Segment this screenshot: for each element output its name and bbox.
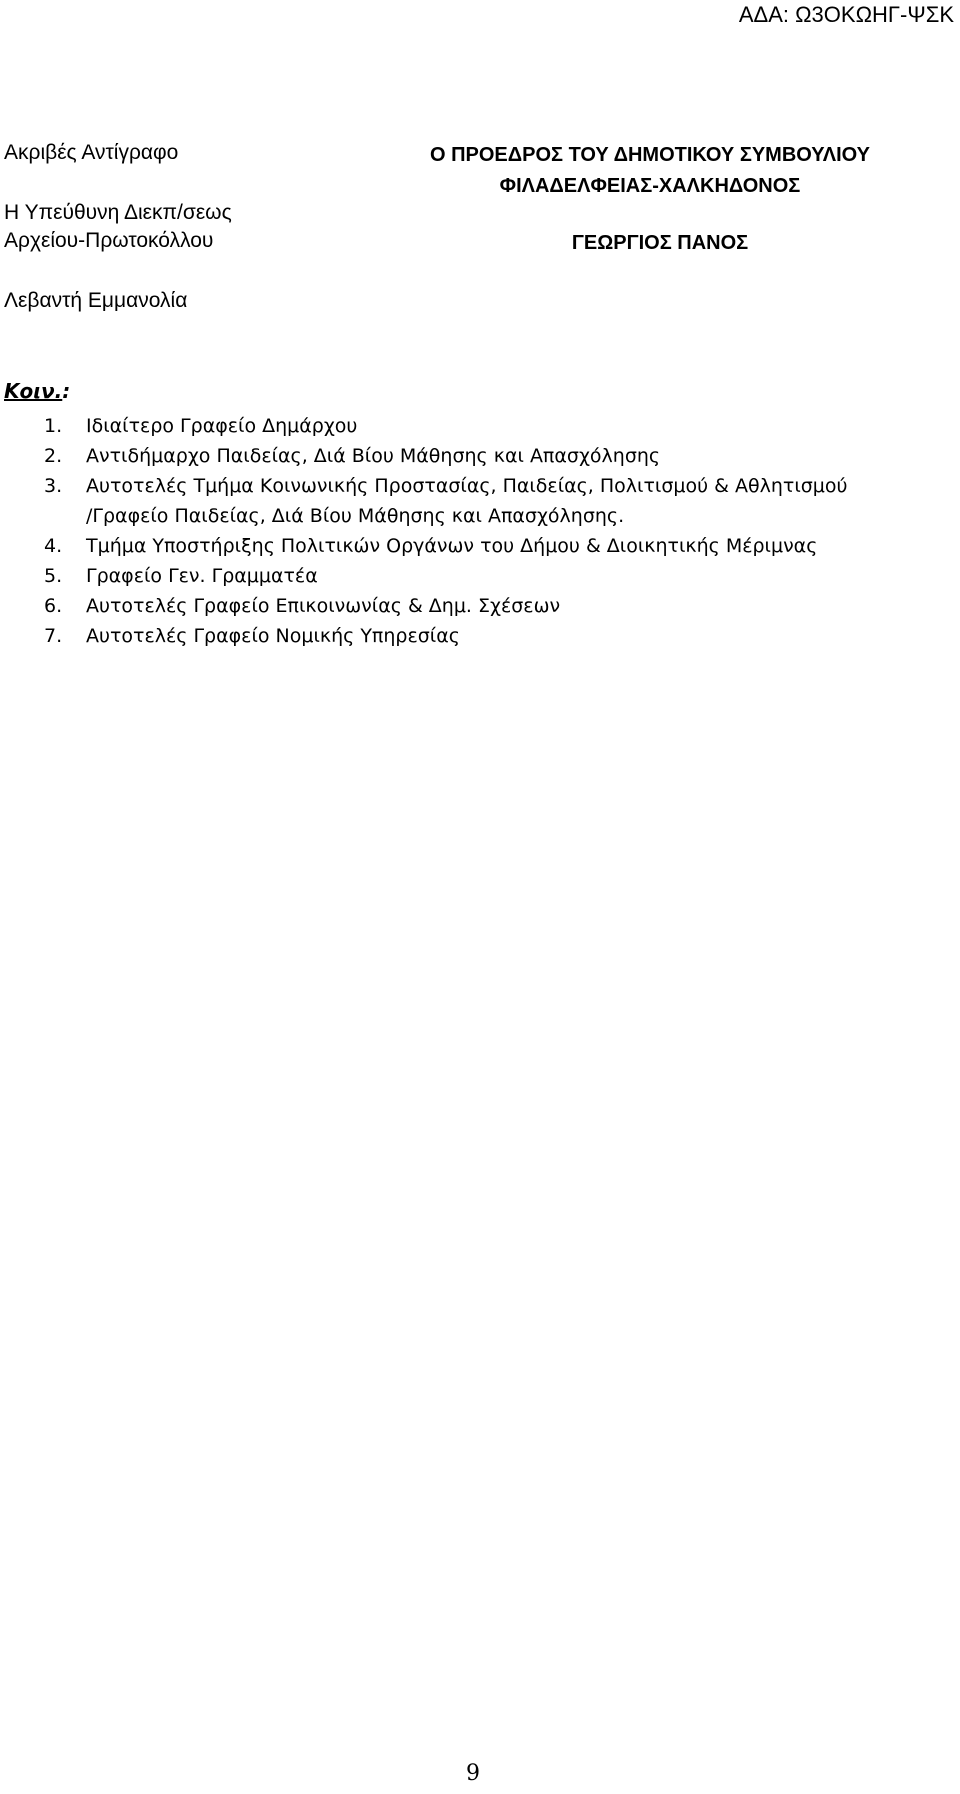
distribution-item-text-continued: /Γραφείο Παιδείας, Διά Βίου Μάθησης και Απασχόλησης. [86,505,625,527]
distribution-item [0,411,950,441]
distribution-item-text: Τμήμα Υποστήριξης Πολιτικών Οργάνων του Δήμου & Διοικητικής Μέριμνας [86,535,818,557]
distribution-item [0,591,950,621]
distribution-item [0,441,950,471]
distribution-item-number: 1. [44,415,63,437]
president-title-line-1: Ο ΠΡΟΕΔΡΟΣ ΤΟΥ ΔΗΜΟΤΙΚΟΥ ΣΥΜΒΟΥΛΙΟΥ [429,144,871,166]
certified-copy-label: Ακριβές Αντίγραφο [4,141,179,164]
president-title-line-2: ΦΙΛΑΔΕΛΦΕΙΑΣ-ΧΑΛΚΗΔΟΝΟΣ [499,175,801,197]
distribution-item-text: Αυτοτελές Γραφείο Επικοινωνίας & Δημ. Σχέσεων [86,595,561,617]
responsible-officer-title [4,199,232,255]
distribution-item-text: Αυτοτελές Τμήμα Κοινωνικής Προστασίας, Παιδείας, Πολιτισμού & Αθλητισμού [86,475,848,497]
president-name: ΓΕΩΡΓΙΟΣ ΠΑΝΟΣ [571,232,749,254]
responsible-officer-name: Λεβαντή Εμμανολία [4,289,188,312]
distribution-item-text: Γραφείο Γεν. Γραμματέα [86,565,318,587]
distribution-item [0,531,950,561]
distribution-item-number: 3. [44,475,63,497]
ada-code: ΑΔΑ: Ω3ΟΚΩΗΓ-ΨΣΚ [738,2,954,27]
distribution-colon: : [62,379,71,403]
distribution-item [0,471,950,531]
responsible-title-line-1: Η Υπεύθυνη Διεκπ/σεως [4,201,232,224]
distribution-item-number: 4. [44,535,63,557]
distribution-item-text: Ιδιαίτερο Γραφείο Δημάρχου [86,415,358,437]
distribution-item-text: Αυτοτελές Γραφείο Νομικής Υπηρεσίας [86,625,460,647]
distribution-item [0,561,950,591]
president-title [360,140,940,202]
distribution-item-number: 5. [44,565,63,587]
page-number: 9 [466,1761,480,1786]
distribution-item [0,621,950,651]
distribution-item-number: 2. [44,445,63,467]
distribution-list [0,411,950,651]
distribution-item-text: Αντιδήμαρχο Παιδείας, Διά Βίου Μάθησης και Απασχόλησης [86,445,661,467]
distribution-item-number: 7. [44,625,63,647]
distribution-label: Κοιν. [4,379,63,403]
distribution-heading [4,379,70,403]
responsible-title-line-2: Αρχείου-Πρωτοκόλλου [4,229,214,252]
distribution-item-number: 6. [44,595,63,617]
